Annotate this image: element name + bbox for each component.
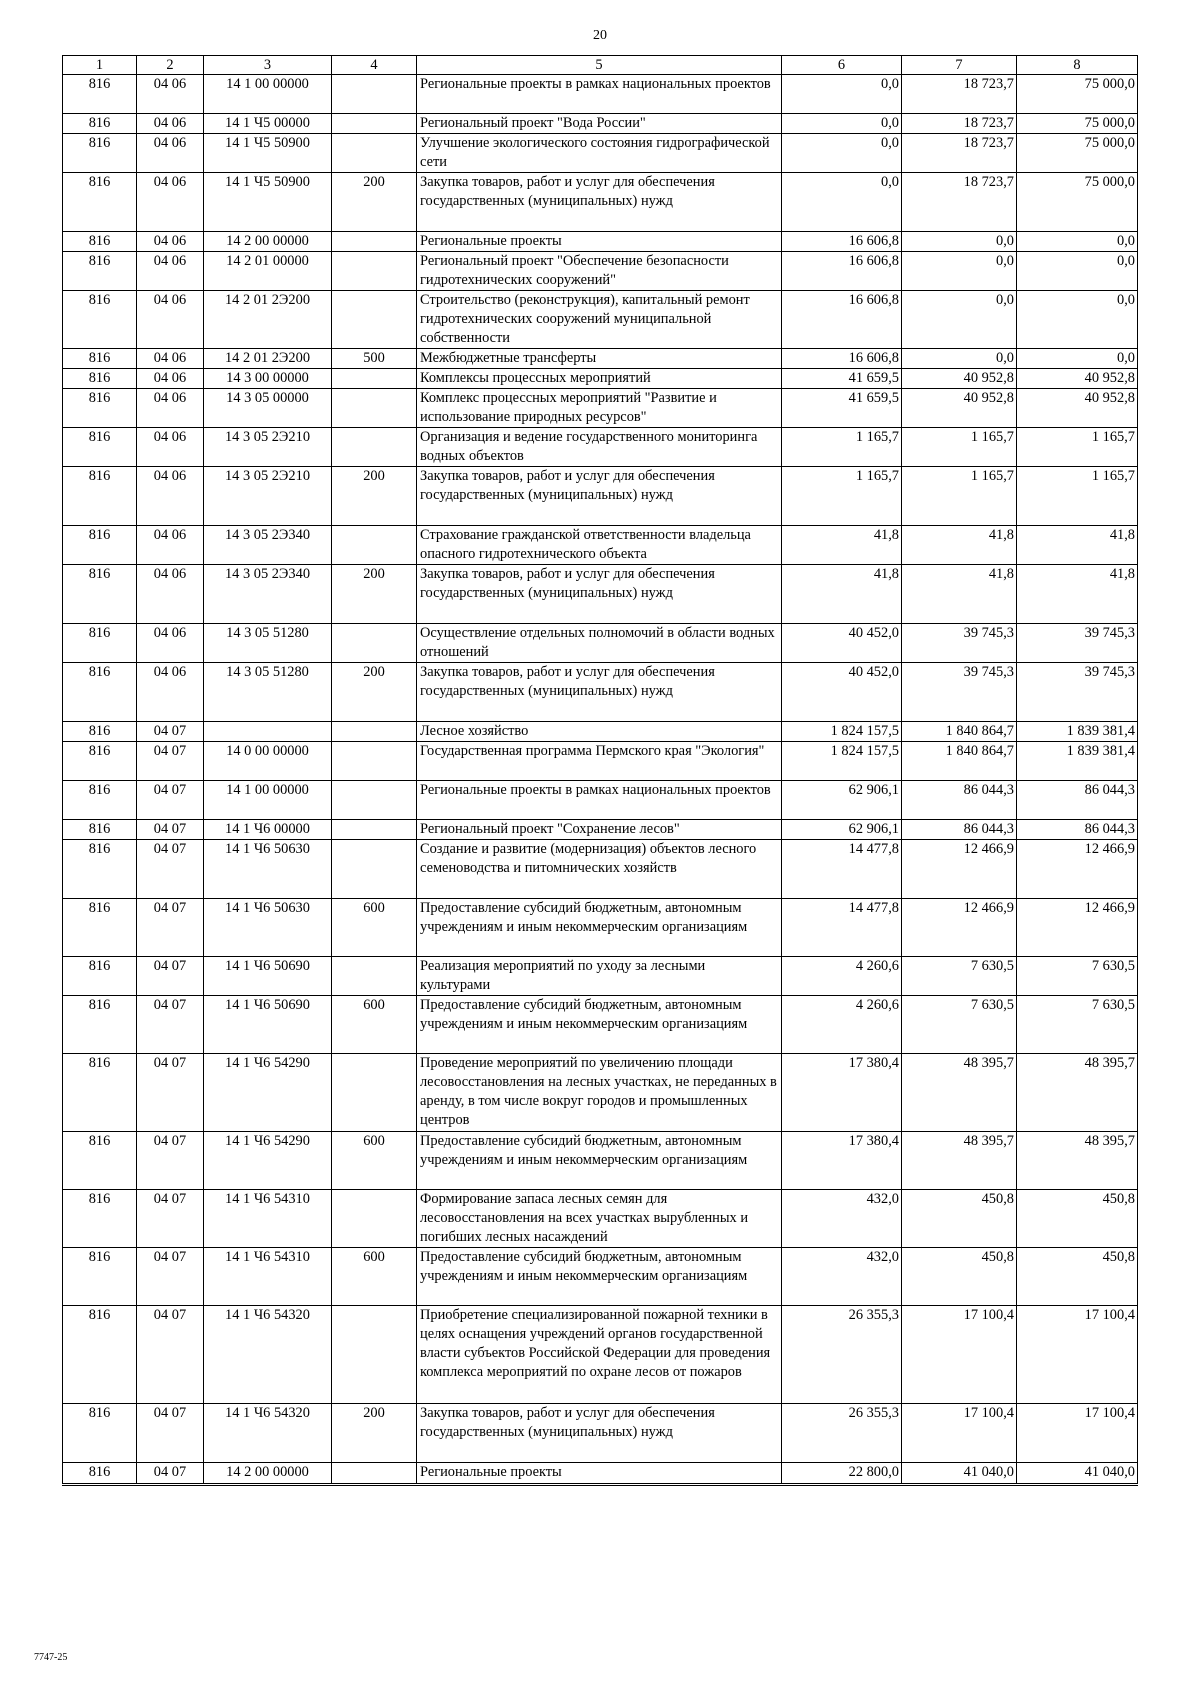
section-code-cell: 04 06 [137,526,204,565]
amount-col7-cell: 450,8 [902,1248,1017,1306]
expense-type-cell: 600 [332,1248,417,1306]
ministry-code-cell: 816 [63,369,137,389]
amount-col8-cell: 48 395,7 [1017,1054,1138,1132]
section-code-cell: 04 06 [137,565,204,624]
amount-col8-cell: 0,0 [1017,232,1138,252]
section-code-cell: 04 07 [137,742,204,781]
table-row [63,291,1138,349]
amount-col8-cell: 0,0 [1017,349,1138,369]
amount-col7-cell: 86 044,3 [902,781,1017,820]
amount-col6-cell: 26 355,3 [782,1306,902,1404]
amount-col8-cell: 17 100,4 [1017,1306,1138,1404]
section-code-cell: 04 06 [137,173,204,232]
expense-type-cell: 200 [332,173,417,232]
page-number: 20 [593,28,607,43]
description-cell: Страхование гражданской ответственности владельца опасного гидротехнического объекта [417,526,782,565]
amount-col6-cell: 40 452,0 [782,624,902,663]
ministry-code-cell: 816 [63,840,137,899]
table-row [63,1190,1138,1248]
table-row [63,1404,1138,1463]
amount-col6-cell: 1 165,7 [782,428,902,467]
section-code-cell: 04 06 [137,232,204,252]
target-article-cell: 14 0 00 00000 [204,742,332,781]
column-header: 1 [63,56,137,75]
amount-col7-cell: 1 165,7 [902,467,1017,526]
section-code-cell: 04 07 [137,1132,204,1190]
section-code-cell: 04 07 [137,722,204,742]
ministry-code-cell: 816 [63,252,137,291]
table-row [63,232,1138,252]
column-header: 7 [902,56,1017,75]
table-row [63,467,1138,526]
amount-col6-cell: 41 659,5 [782,389,902,428]
amount-col7-cell: 1 165,7 [902,428,1017,467]
amount-col6-cell: 14 477,8 [782,899,902,957]
description-cell: Закупка товаров, работ и услуг для обеспечения государственных (муниципальных) нужд [417,663,782,722]
description-cell: Формирование запаса лесных семян для лесовосстановления на всех участках вырубленных и погибших лесных насаждений [417,1190,782,1248]
target-article-cell: 14 1 Ч6 50690 [204,957,332,996]
amount-col8-cell: 1 839 381,4 [1017,722,1138,742]
amount-col8-cell: 7 630,5 [1017,957,1138,996]
target-article-cell: 14 3 05 51280 [204,663,332,722]
amount-col8-cell: 1 165,7 [1017,467,1138,526]
target-article-cell: 14 1 Ч6 54310 [204,1248,332,1306]
section-code-cell: 04 06 [137,467,204,526]
ministry-code-cell: 816 [63,1054,137,1132]
ministry-code-cell: 816 [63,114,137,134]
description-cell: Приобретение специализированной пожарной техники в целях оснащения учреждений органов государственной власти субъектов Российской Федерации для проведения комплекса мероприятий по охране лесов от пожаров [417,1306,782,1404]
expense-type-cell [332,75,417,114]
amount-col8-cell: 75 000,0 [1017,173,1138,232]
amount-col6-cell: 62 906,1 [782,781,902,820]
expense-type-cell [332,1306,417,1404]
amount-col8-cell: 12 466,9 [1017,840,1138,899]
amount-col7-cell: 39 745,3 [902,663,1017,722]
table-row [63,781,1138,820]
target-article-cell: 14 1 Ч6 54310 [204,1190,332,1248]
amount-col7-cell: 39 745,3 [902,624,1017,663]
expense-type-cell [332,722,417,742]
footer-document-code: 7747-25 [34,1652,68,1663]
amount-col7-cell: 12 466,9 [902,840,1017,899]
column-header: 2 [137,56,204,75]
amount-col6-cell: 17 380,4 [782,1132,902,1190]
amount-col8-cell: 41,8 [1017,526,1138,565]
section-code-cell: 04 06 [137,75,204,114]
target-article-cell [204,722,332,742]
description-cell: Закупка товаров, работ и услуг для обеспечения государственных (муниципальных) нужд [417,173,782,232]
description-cell: Межбюджетные трансферты [417,349,782,369]
amount-col6-cell: 1 824 157,5 [782,742,902,781]
section-code-cell: 04 07 [137,840,204,899]
section-code-cell: 04 06 [137,624,204,663]
table-row [63,1054,1138,1132]
amount-col8-cell: 86 044,3 [1017,781,1138,820]
description-cell: Региональный проект "Сохранение лесов" [417,820,782,840]
table-row [63,349,1138,369]
description-cell: Реализация мероприятий по уходу за лесными культурами [417,957,782,996]
amount-col7-cell: 41,8 [902,526,1017,565]
description-cell: Региональные проекты в рамках национальных проектов [417,781,782,820]
expense-type-cell [332,742,417,781]
amount-col7-cell: 48 395,7 [902,1132,1017,1190]
amount-col7-cell: 0,0 [902,291,1017,349]
amount-col8-cell: 40 952,8 [1017,389,1138,428]
amount-col6-cell: 41,8 [782,565,902,624]
target-article-cell: 14 2 01 2Э200 [204,349,332,369]
amount-col8-cell: 450,8 [1017,1248,1138,1306]
amount-col6-cell: 40 452,0 [782,663,902,722]
description-cell: Организация и ведение государственного мониторинга водных объектов [417,428,782,467]
expense-type-cell [332,840,417,899]
amount-col7-cell: 0,0 [902,349,1017,369]
table-row [63,663,1138,722]
section-code-cell: 04 07 [137,1463,204,1485]
amount-col7-cell: 48 395,7 [902,1054,1017,1132]
expense-type-cell: 600 [332,996,417,1054]
description-cell: Государственная программа Пермского края "Экология" [417,742,782,781]
table-row [63,1306,1138,1404]
amount-col6-cell: 16 606,8 [782,232,902,252]
amount-col6-cell: 0,0 [782,173,902,232]
budget-table-container [62,55,1137,1486]
amount-col8-cell: 41,8 [1017,565,1138,624]
amount-col7-cell: 17 100,4 [902,1306,1017,1404]
description-cell: Региональные проекты в рамках национальных проектов [417,75,782,114]
ministry-code-cell: 816 [63,526,137,565]
section-code-cell: 04 06 [137,114,204,134]
target-article-cell: 14 3 05 2Э210 [204,467,332,526]
expense-type-cell: 200 [332,565,417,624]
description-cell: Предоставление субсидий бюджетным, автономным учреждениям и иным некоммерческим организациям [417,899,782,957]
amount-col8-cell: 75 000,0 [1017,134,1138,173]
ministry-code-cell: 816 [63,75,137,114]
amount-col8-cell: 0,0 [1017,291,1138,349]
table-row [63,428,1138,467]
target-article-cell: 14 1 Ч6 50630 [204,840,332,899]
description-cell: Закупка товаров, работ и услуг для обеспечения государственных (муниципальных) нужд [417,565,782,624]
column-header: 4 [332,56,417,75]
section-code-cell: 04 06 [137,349,204,369]
table-header-row [63,56,1138,75]
description-cell: Создание и развитие (модернизация) объектов лесного семеноводства и питомнических хозяйств [417,840,782,899]
expense-type-cell: 200 [332,663,417,722]
description-cell: Предоставление субсидий бюджетным, автономным учреждениям и иным некоммерческим организациям [417,1248,782,1306]
table-row [63,996,1138,1054]
table-row [63,114,1138,134]
ministry-code-cell: 816 [63,781,137,820]
description-cell: Строительство (реконструкция), капитальный ремонт гидротехнических сооружений муниципальной собственности [417,291,782,349]
expense-type-cell: 200 [332,467,417,526]
amount-col8-cell: 17 100,4 [1017,1404,1138,1463]
expense-type-cell [332,1054,417,1132]
expense-type-cell [332,389,417,428]
amount-col8-cell: 39 745,3 [1017,624,1138,663]
ministry-code-cell: 816 [63,1306,137,1404]
description-cell: Закупка товаров, работ и услуг для обеспечения государственных (муниципальных) нужд [417,467,782,526]
amount-col6-cell: 17 380,4 [782,1054,902,1132]
column-header: 5 [417,56,782,75]
table-row [63,722,1138,742]
expense-type-cell [332,1190,417,1248]
description-cell: Региональный проект "Обеспечение безопасности гидротехнических сооружений" [417,252,782,291]
column-header: 6 [782,56,902,75]
amount-col7-cell: 12 466,9 [902,899,1017,957]
ministry-code-cell: 816 [63,820,137,840]
description-cell: Лесное хозяйство [417,722,782,742]
expense-type-cell: 500 [332,349,417,369]
ministry-code-cell: 816 [63,428,137,467]
amount-col7-cell: 18 723,7 [902,134,1017,173]
amount-col8-cell: 48 395,7 [1017,1132,1138,1190]
amount-col8-cell: 75 000,0 [1017,114,1138,134]
ministry-code-cell: 816 [63,899,137,957]
amount-col7-cell: 0,0 [902,232,1017,252]
target-article-cell: 14 1 00 00000 [204,781,332,820]
target-article-cell: 14 2 00 00000 [204,1463,332,1485]
amount-col6-cell: 16 606,8 [782,349,902,369]
amount-col8-cell: 39 745,3 [1017,663,1138,722]
expense-type-cell: 600 [332,899,417,957]
amount-col7-cell: 7 630,5 [902,996,1017,1054]
column-header: 8 [1017,56,1138,75]
amount-col7-cell: 40 952,8 [902,369,1017,389]
section-code-cell: 04 07 [137,1248,204,1306]
section-code-cell: 04 07 [137,1190,204,1248]
amount-col8-cell: 1 165,7 [1017,428,1138,467]
table-row [63,526,1138,565]
amount-col8-cell: 1 839 381,4 [1017,742,1138,781]
ministry-code-cell: 816 [63,663,137,722]
table-row [63,252,1138,291]
target-article-cell: 14 1 Ч6 54290 [204,1054,332,1132]
target-article-cell: 14 2 01 00000 [204,252,332,291]
description-cell: Осуществление отдельных полномочий в области водных отношений [417,624,782,663]
amount-col8-cell: 0,0 [1017,252,1138,291]
section-code-cell: 04 07 [137,781,204,820]
target-article-cell: 14 3 05 51280 [204,624,332,663]
amount-col7-cell: 1 840 864,7 [902,742,1017,781]
target-article-cell: 14 3 00 00000 [204,369,332,389]
expense-type-cell [332,624,417,663]
target-article-cell: 14 2 00 00000 [204,232,332,252]
table-row [63,1463,1138,1485]
ministry-code-cell: 816 [63,1248,137,1306]
amount-col7-cell: 41,8 [902,565,1017,624]
amount-col6-cell: 16 606,8 [782,252,902,291]
description-cell: Комплексы процессных мероприятий [417,369,782,389]
table-row [63,624,1138,663]
table-row [63,1248,1138,1306]
amount-col8-cell: 41 040,0 [1017,1463,1138,1485]
amount-col6-cell: 432,0 [782,1248,902,1306]
target-article-cell: 14 3 05 2Э340 [204,526,332,565]
description-cell: Комплекс процессных мероприятий "Развитие и использование природных ресурсов" [417,389,782,428]
expense-type-cell [332,428,417,467]
section-code-cell: 04 06 [137,389,204,428]
table-body [63,75,1138,1485]
expense-type-cell: 600 [332,1132,417,1190]
expense-type-cell [332,526,417,565]
expense-type-cell [332,291,417,349]
amount-col8-cell: 7 630,5 [1017,996,1138,1054]
target-article-cell: 14 1 Ч6 54290 [204,1132,332,1190]
amount-col6-cell: 4 260,6 [782,996,902,1054]
amount-col6-cell: 16 606,8 [782,291,902,349]
table-row [63,820,1138,840]
ministry-code-cell: 816 [63,291,137,349]
table-row [63,369,1138,389]
target-article-cell: 14 3 05 2Э210 [204,428,332,467]
description-cell: Предоставление субсидий бюджетным, автономным учреждениям и иным некоммерческим организациям [417,1132,782,1190]
description-cell: Региональные проекты [417,1463,782,1485]
amount-col6-cell: 62 906,1 [782,820,902,840]
amount-col6-cell: 41 659,5 [782,369,902,389]
table-row [63,173,1138,232]
ministry-code-cell: 816 [63,957,137,996]
target-article-cell: 14 1 Ч5 50900 [204,134,332,173]
expense-type-cell [332,134,417,173]
ministry-code-cell: 816 [63,467,137,526]
section-code-cell: 04 07 [137,1306,204,1404]
target-article-cell: 14 1 Ч5 00000 [204,114,332,134]
section-code-cell: 04 06 [137,663,204,722]
section-code-cell: 04 06 [137,369,204,389]
ministry-code-cell: 816 [63,1463,137,1485]
amount-col8-cell: 450,8 [1017,1190,1138,1248]
amount-col7-cell: 17 100,4 [902,1404,1017,1463]
budget-table [62,55,1138,1486]
table-row [63,899,1138,957]
table-row [63,565,1138,624]
amount-col7-cell: 450,8 [902,1190,1017,1248]
amount-col6-cell: 1 165,7 [782,467,902,526]
ministry-code-cell: 816 [63,1404,137,1463]
section-code-cell: 04 07 [137,820,204,840]
table-row [63,134,1138,173]
section-code-cell: 04 06 [137,428,204,467]
amount-col8-cell: 40 952,8 [1017,369,1138,389]
amount-col7-cell: 18 723,7 [902,114,1017,134]
amount-col7-cell: 7 630,5 [902,957,1017,996]
table-row [63,840,1138,899]
amount-col7-cell: 1 840 864,7 [902,722,1017,742]
ministry-code-cell: 816 [63,722,137,742]
column-header: 3 [204,56,332,75]
amount-col6-cell: 4 260,6 [782,957,902,996]
section-code-cell: 04 07 [137,957,204,996]
table-row [63,389,1138,428]
amount-col6-cell: 0,0 [782,134,902,173]
target-article-cell: 14 1 00 00000 [204,75,332,114]
target-article-cell: 14 3 05 00000 [204,389,332,428]
ministry-code-cell: 816 [63,1132,137,1190]
ministry-code-cell: 816 [63,173,137,232]
ministry-code-cell: 816 [63,996,137,1054]
target-article-cell: 14 1 Ч6 00000 [204,820,332,840]
amount-col6-cell: 22 800,0 [782,1463,902,1485]
table-row [63,742,1138,781]
ministry-code-cell: 816 [63,134,137,173]
target-article-cell: 14 2 01 2Э200 [204,291,332,349]
expense-type-cell [332,232,417,252]
target-article-cell: 14 1 Ч6 50690 [204,996,332,1054]
description-cell: Улучшение экологического состояния гидрографической сети [417,134,782,173]
amount-col6-cell: 0,0 [782,75,902,114]
amount-col6-cell: 41,8 [782,526,902,565]
ministry-code-cell: 816 [63,232,137,252]
amount-col6-cell: 1 824 157,5 [782,722,902,742]
section-code-cell: 04 06 [137,291,204,349]
amount-col7-cell: 18 723,7 [902,173,1017,232]
expense-type-cell [332,1463,417,1485]
amount-col8-cell: 75 000,0 [1017,75,1138,114]
amount-col7-cell: 0,0 [902,252,1017,291]
target-article-cell: 14 1 Ч6 54320 [204,1306,332,1404]
ministry-code-cell: 816 [63,742,137,781]
ministry-code-cell: 816 [63,624,137,663]
section-code-cell: 04 07 [137,1404,204,1463]
ministry-code-cell: 816 [63,389,137,428]
amount-col6-cell: 0,0 [782,114,902,134]
section-code-cell: 04 07 [137,899,204,957]
expense-type-cell [332,252,417,291]
description-cell: Региональные проекты [417,232,782,252]
expense-type-cell [332,369,417,389]
description-cell: Проведение мероприятий по увеличению площади лесовосстановления на лесных участках, не переданных в аренду, в том числе вокруг городов и промышленных центров [417,1054,782,1132]
amount-col6-cell: 432,0 [782,1190,902,1248]
section-code-cell: 04 07 [137,1054,204,1132]
expense-type-cell: 200 [332,1404,417,1463]
table-row [63,1132,1138,1190]
target-article-cell: 14 3 05 2Э340 [204,565,332,624]
section-code-cell: 04 06 [137,252,204,291]
description-cell: Предоставление субсидий бюджетным, автономным учреждениям и иным некоммерческим организациям [417,996,782,1054]
amount-col7-cell: 41 040,0 [902,1463,1017,1485]
expense-type-cell [332,820,417,840]
ministry-code-cell: 816 [63,565,137,624]
expense-type-cell [332,781,417,820]
description-cell: Региональный проект "Вода России" [417,114,782,134]
expense-type-cell [332,957,417,996]
description-cell: Закупка товаров, работ и услуг для обеспечения государственных (муниципальных) нужд [417,1404,782,1463]
amount-col6-cell: 14 477,8 [782,840,902,899]
table-row [63,75,1138,114]
target-article-cell: 14 1 Ч6 54320 [204,1404,332,1463]
amount-col6-cell: 26 355,3 [782,1404,902,1463]
amount-col7-cell: 18 723,7 [902,75,1017,114]
amount-col7-cell: 86 044,3 [902,820,1017,840]
table-row [63,957,1138,996]
target-article-cell: 14 1 Ч6 50630 [204,899,332,957]
ministry-code-cell: 816 [63,349,137,369]
section-code-cell: 04 06 [137,134,204,173]
expense-type-cell [332,114,417,134]
ministry-code-cell: 816 [63,1190,137,1248]
amount-col7-cell: 40 952,8 [902,389,1017,428]
target-article-cell: 14 1 Ч5 50900 [204,173,332,232]
amount-col8-cell: 12 466,9 [1017,899,1138,957]
amount-col8-cell: 86 044,3 [1017,820,1138,840]
section-code-cell: 04 07 [137,996,204,1054]
